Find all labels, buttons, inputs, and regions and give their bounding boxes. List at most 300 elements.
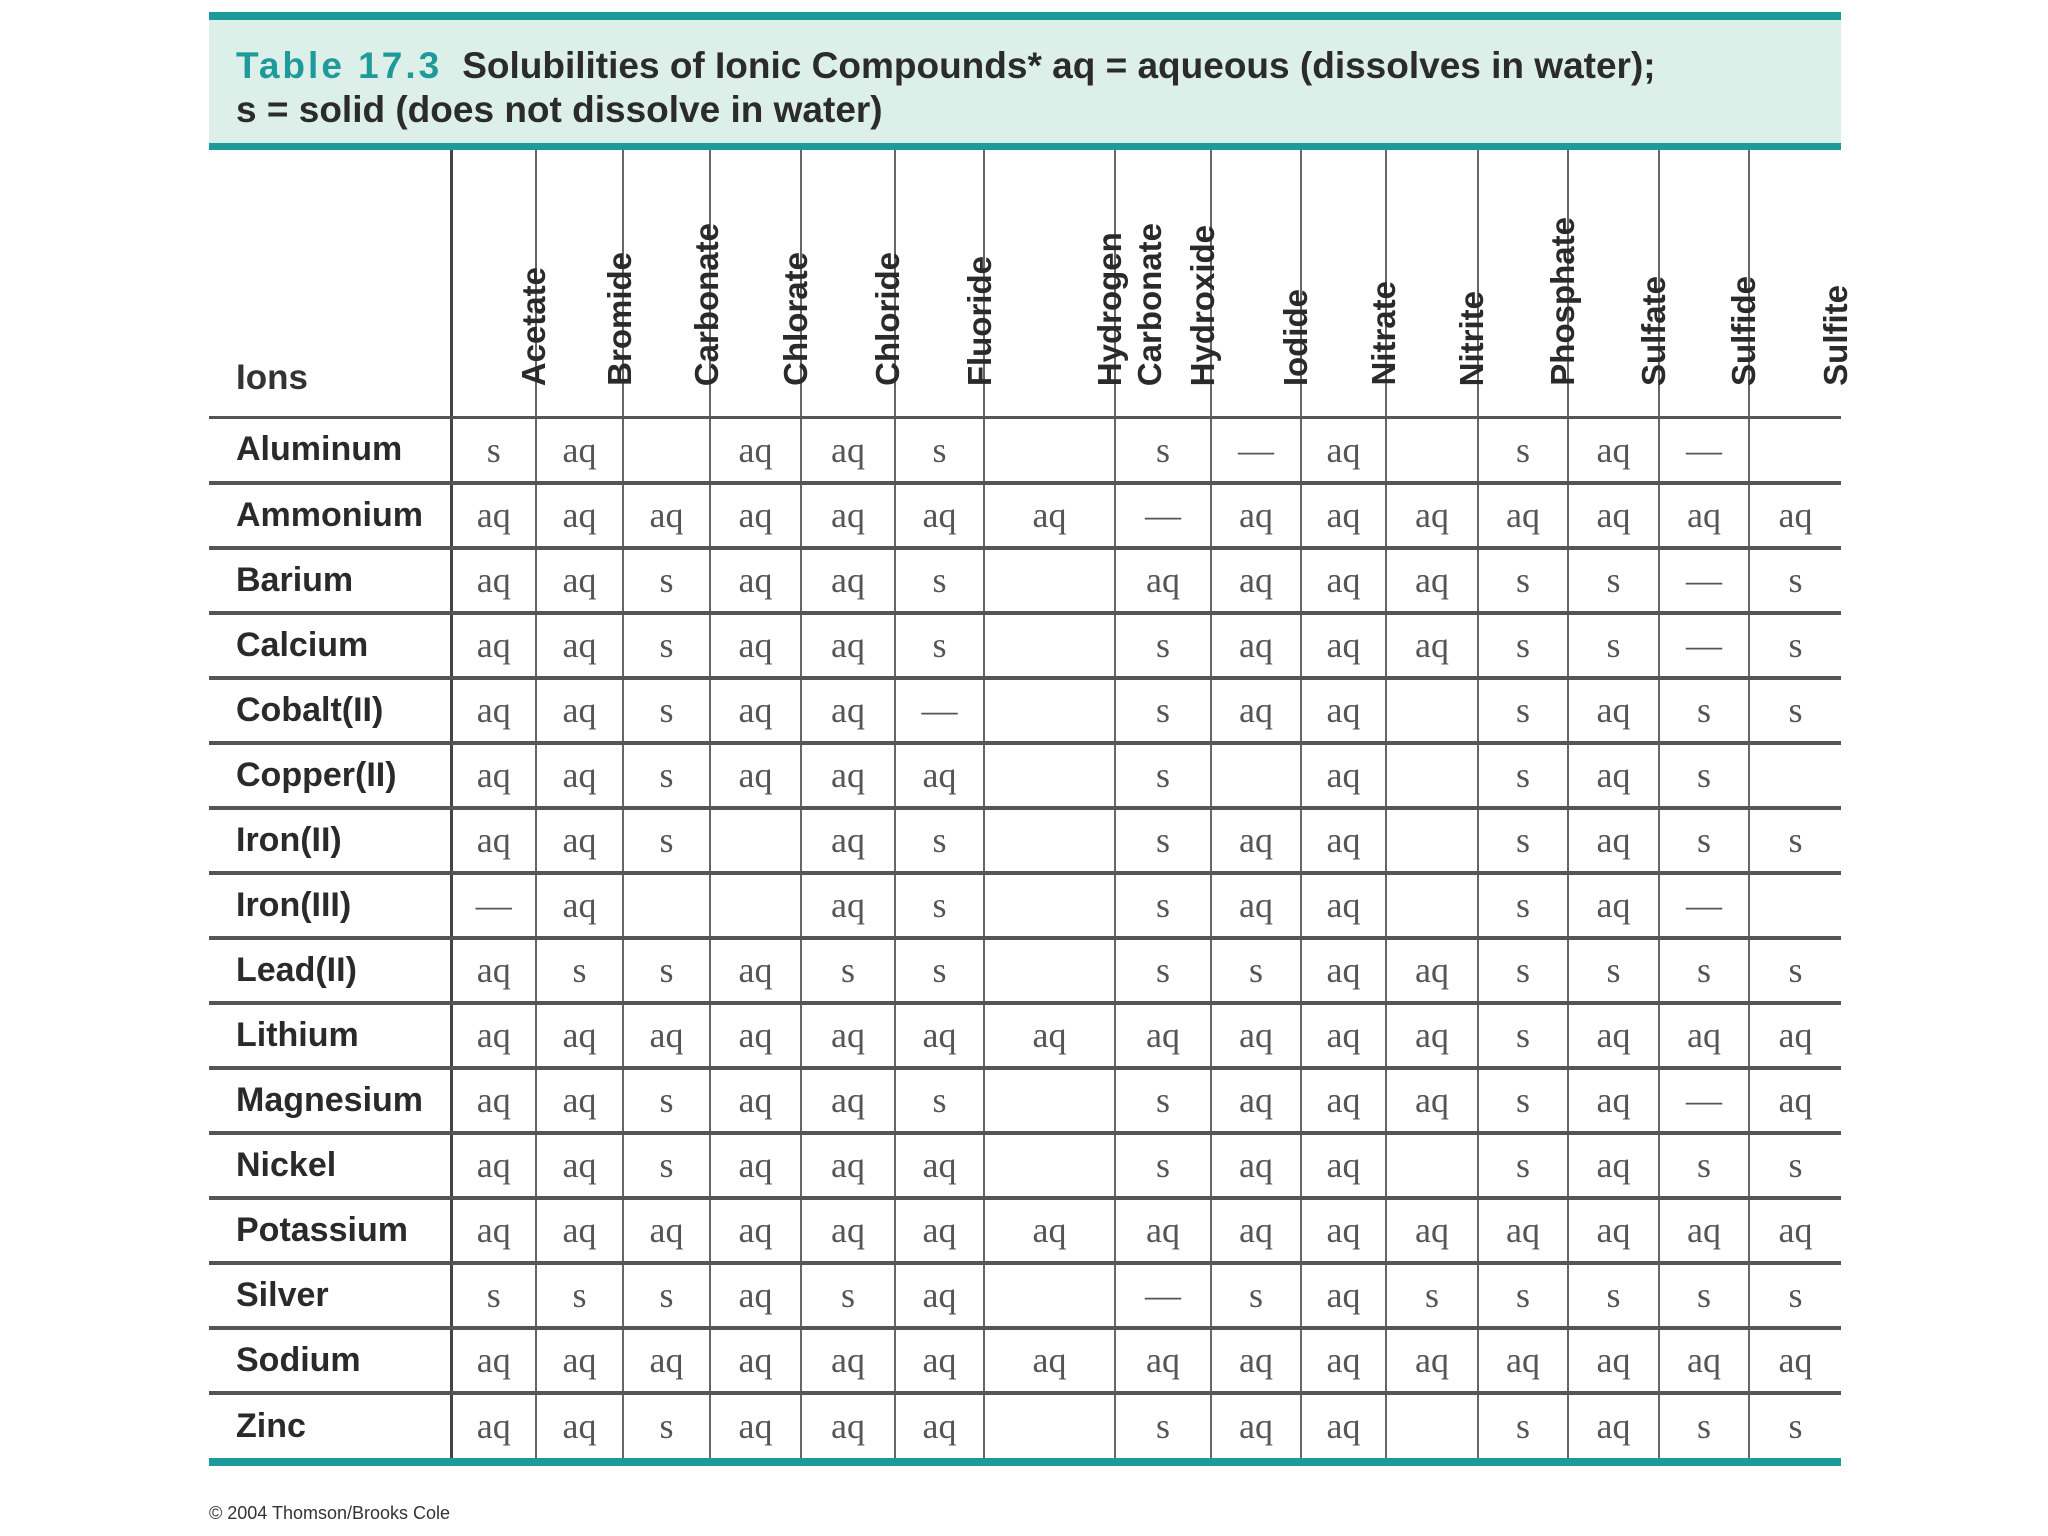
solubility-cell: aq [1386,1198,1478,1263]
solubility-cell [984,1263,1115,1328]
anion-column-header [623,150,725,418]
solubility-cell: aq [1115,1198,1211,1263]
solubility-cell: aq [801,548,895,613]
anion-header-label: Phosphate [1544,217,1581,386]
solubility-cell: aq [895,1198,984,1263]
solubility-cell: aq [1211,613,1301,678]
solubility-cell: s [801,938,895,1003]
solubility-cell [984,808,1115,873]
table-row [209,938,1841,1003]
solubility-cell: aq [536,1068,623,1133]
caption-line-1 [236,44,1841,88]
solubility-cell: aq [536,1393,623,1458]
solubility-cell: aq [451,613,536,678]
cation-label: Lead(II) [209,938,451,1003]
anion-column-header [451,150,552,418]
solubility-cell: aq [1749,1198,1841,1263]
solubility-cell: aq [1211,1068,1301,1133]
solubility-cell: s [1568,938,1659,1003]
solubility-cell: aq [1386,1003,1478,1068]
solubility-cell: aq [710,1198,801,1263]
solubility-cell: aq [1749,1328,1841,1393]
table-number-label: Table 17.3 [236,45,443,86]
solubility-cell: s [1115,678,1211,743]
solubility-cell: s [1386,1263,1478,1328]
solubility-cell: aq [451,743,536,808]
cation-label: Calcium [209,613,451,678]
solubility-cell: aq [710,483,801,548]
solubility-cell: aq [801,1198,895,1263]
solubility-cell: aq [623,1198,710,1263]
solubility-cell: s [1478,743,1568,808]
solubility-cell: s [1659,1133,1749,1198]
solubility-cell: aq [895,1393,984,1458]
anion-header-label: Chlorate [776,252,814,386]
cation-label: Iron(II) [209,808,451,873]
solubility-cell: aq [984,1003,1115,1068]
copyright-notice: © 2004 Thomson/Brooks Cole [209,1503,451,1523]
table-row [209,873,1841,938]
anion-header-label: Chloride [869,252,906,386]
anion-header-label: Bromide [600,252,638,386]
solubility-cell: aq [1301,873,1386,938]
solubility-cell: s [623,1068,710,1133]
solubility-cell: — [451,873,536,938]
solubility-cell: — [1659,873,1749,938]
solubility-cell: aq [451,1133,536,1198]
anion-header-label: Carbonate [687,222,725,386]
solubility-cell: aq [536,483,623,548]
solubility-cell: s [623,808,710,873]
solubility-cell: aq [1211,1328,1301,1393]
solubility-cell: aq [1386,548,1478,613]
solubility-cell: s [895,808,984,873]
solubility-cell: aq [536,743,623,808]
solubility-cell: s [451,1263,536,1328]
table-row [209,1393,1841,1458]
solubility-cell: aq [1301,1133,1386,1198]
solubility-cell: s [895,548,984,613]
solubility-cell [1386,1393,1478,1458]
solubility-cell [1386,418,1478,483]
table-row [209,1003,1841,1068]
solubility-cell: aq [536,1328,623,1393]
solubility-cell [984,938,1115,1003]
solubility-cell: s [1568,1263,1659,1328]
solubility-cell: s [623,613,710,678]
anion-header-label: Fluoride [960,255,998,386]
solubility-cell: aq [1301,548,1386,613]
solubility-cell: aq [710,418,801,483]
ions-column-header: Ions [209,150,451,418]
solubility-cell: s [623,678,710,743]
solubility-cell: aq [1659,483,1749,548]
solubility-cell: aq [536,1198,623,1263]
table-caption [209,20,1841,143]
solubility-cell: aq [1568,873,1659,938]
solubility-cell [1749,418,1841,483]
solubility-cell: aq [536,808,623,873]
solubility-cell: s [1115,938,1211,1003]
solubility-cell: — [1659,548,1749,613]
cation-label: Iron(III) [209,873,451,938]
table-row [209,1263,1841,1328]
solubility-cell: aq [801,418,895,483]
solubility-cell: aq [1386,613,1478,678]
solubility-cell: aq [1301,418,1386,483]
anion-column-header [536,150,638,418]
anion-column-header [1568,150,1672,418]
solubility-cell: s [623,548,710,613]
solubility-cell: aq [1386,938,1478,1003]
solubility-cell: aq [1568,743,1659,808]
solubility-cell: s [1749,613,1841,678]
solubility-cell: aq [1568,678,1659,743]
solubility-cell: s [1115,873,1211,938]
solubility-cell: aq [1659,1328,1749,1393]
solubility-cell: aq [710,613,801,678]
header-rule [209,143,1841,150]
solubility-cell: aq [1211,548,1301,613]
solubility-cell: s [1749,1263,1841,1328]
solubility-cell: — [1115,483,1211,548]
solubility-cell: aq [1211,678,1301,743]
solubility-cell: s [1478,613,1568,678]
solubility-cell: aq [895,743,984,808]
anion-header-label: Sulfite [1816,285,1854,386]
solubility-cell: s [1659,808,1749,873]
solubility-cell: aq [1749,1068,1841,1133]
solubility-cell: aq [1568,808,1659,873]
solubility-cell: aq [1211,1393,1301,1458]
solubility-cell: aq [451,678,536,743]
solubility-cell: aq [1301,613,1386,678]
solubility-cell [1386,808,1478,873]
solubility-cell: s [1115,418,1211,483]
table-body [209,418,1841,1458]
solubility-cell: s [1788,1406,1803,1446]
solubility-cell: s [1478,1003,1568,1068]
anion-header-label: Sulfide [1725,275,1762,386]
cation-label: Ammonium [209,483,451,548]
solubility-cell: aq [710,1263,801,1328]
solubility-cell: aq [895,1263,984,1328]
solubility-cell: s [1478,1068,1568,1133]
anion-column-header [1659,150,1762,418]
table-row [209,483,1841,548]
cation-label: Copper(II) [209,743,451,808]
solubility-cell: s [1568,613,1659,678]
solubility-cell: aq [451,1393,536,1458]
solubility-cell: aq [1301,1263,1386,1328]
solubility-cell [623,418,710,483]
solubility-cell [984,743,1115,808]
table-row [209,548,1841,613]
solubility-cell: s [1115,743,1211,808]
solubility-cell: s [1478,873,1568,938]
solubility-cell: aq [1211,873,1301,938]
solubility-cell: s [1659,1393,1749,1458]
solubility-cell: aq [451,1003,536,1068]
solubility-cell: s [1115,613,1211,678]
solubility-cell: aq [710,938,801,1003]
solubility-cell: s [1749,938,1841,1003]
solubility-cell: aq [451,938,536,1003]
solubility-cell: aq [1386,1328,1478,1393]
solubility-cell: aq [451,1198,536,1263]
top-rule [209,12,1841,20]
solubility-cell: aq [801,743,895,808]
table-row [209,418,1841,483]
solubility-cell: aq [536,548,623,613]
cation-label: Sodium [209,1328,451,1393]
solubility-cell: s [1478,1393,1568,1458]
solubility-table [209,150,1854,1458]
solubility-cell: aq [536,873,623,938]
solubility-cell: s [1659,1263,1749,1328]
solubility-cell [710,873,801,938]
solubility-cell [1386,743,1478,808]
solubility-cell [984,613,1115,678]
solubility-cell: — [895,678,984,743]
solubility-cell: aq [1211,483,1301,548]
solubility-cell: — [1659,613,1749,678]
solubility-cell: aq [1211,1133,1301,1198]
solubility-cell [1386,1133,1478,1198]
cation-label: Nickel [209,1133,451,1198]
solubility-cell: s [1115,1133,1211,1198]
solubility-cell: aq [1115,1328,1211,1393]
solubility-cell: aq [710,548,801,613]
solubility-cell: aq [1659,1198,1749,1263]
table-row [209,1198,1841,1263]
table-row [209,808,1841,873]
solubility-cell: aq [536,418,623,483]
solubility-cell: s [895,938,984,1003]
anion-header-label: Nitrite [1453,290,1490,386]
solubility-cell: s [1478,1263,1568,1328]
caption-title-line-1: Solubilities of Ionic Compounds* aq = aqueous (dissolves in water); [462,45,1656,86]
solubility-cell: s [1749,548,1841,613]
solubility-cell: aq [1568,1198,1659,1263]
cation-label: Cobalt(II) [209,678,451,743]
table-row [209,743,1841,808]
solubility-cell: aq [710,1393,801,1458]
solubility-cell: aq [801,873,895,938]
solubility-cell: aq [801,1068,895,1133]
anion-header-label: Iodide [1277,288,1314,386]
solubility-cell: aq [801,1133,895,1198]
solubility-cell: aq [1568,1328,1659,1393]
solubility-cell [984,548,1115,613]
solubility-cell [984,678,1115,743]
cation-label: Silver [209,1263,451,1328]
solubility-cell: s [1211,1263,1301,1328]
solubility-cell: — [1115,1263,1211,1328]
solubility-cell: aq [1301,808,1386,873]
solubility-cell: aq [895,1328,984,1393]
solubility-cell: s [1115,808,1211,873]
solubility-cell: s [451,418,536,483]
solubility-cell [623,873,710,938]
solubility-cell: aq [1478,1328,1568,1393]
solubility-cell: aq [801,678,895,743]
anion-header-label: Hydrogen Carbonate [1090,222,1168,386]
solubility-cell: aq [1568,1133,1659,1198]
solubility-cell: aq [1301,1328,1386,1393]
solubility-cell [1386,873,1478,938]
bottom-rule [209,1458,1841,1466]
anion-header-label: Sulfate [1634,275,1672,386]
solubility-cell: aq [984,1198,1115,1263]
solubility-cell: s [1478,1133,1568,1198]
solubility-cell: aq [710,743,801,808]
solubility-cell: aq [801,1003,895,1068]
solubility-cell [984,1133,1115,1198]
solubility-cell: s [895,873,984,938]
solubility-cell: s [623,1393,710,1458]
solubility-cell: aq [1211,808,1301,873]
solubility-cell: s [1478,808,1568,873]
solubility-cell: s [623,938,710,1003]
solubility-table-figure [209,12,1854,1466]
anion-column-header [984,150,1168,418]
anion-column-header [1301,150,1402,418]
caption-title-line-2: s = solid (does not dissolve in water) [236,89,883,130]
solubility-cell: aq [1301,1003,1386,1068]
solubility-cell: aq [710,1133,801,1198]
solubility-cell: s [1211,938,1301,1003]
solubility-cell: aq [1386,483,1478,548]
table-row [209,613,1841,678]
solubility-cell: aq [710,678,801,743]
solubility-cell: s [623,743,710,808]
solubility-cell: aq [1478,483,1568,548]
solubility-cell: aq [623,483,710,548]
solubility-cell: s [1659,678,1749,743]
anion-column-header [1211,150,1314,418]
cation-label: Lithium [209,1003,451,1068]
solubility-cell: aq [451,1068,536,1133]
solubility-cell: aq [1568,1393,1659,1458]
solubility-cell: aq [801,808,895,873]
solubility-cell: aq [1568,483,1659,548]
cation-label: Magnesium [209,1068,451,1133]
solubility-cell: s [1749,678,1841,743]
solubility-cell: aq [984,1328,1115,1393]
solubility-cell: aq [536,1133,623,1198]
solubility-cell: aq [1568,418,1659,483]
anion-column-header [1478,150,1581,418]
solubility-cell: aq [1301,743,1386,808]
solubility-cell [1749,743,1841,808]
solubility-cell: — [1659,418,1749,483]
solubility-cell: s [1749,808,1841,873]
table-row [209,1068,1841,1133]
anion-column-header [1749,150,1854,418]
solubility-cell: aq [801,1328,895,1393]
solubility-cell [984,1068,1115,1133]
table-row [209,1133,1841,1198]
solubility-cell: aq [710,1068,801,1133]
solubility-cell: s [536,938,623,1003]
solubility-cell: aq [1115,1003,1211,1068]
solubility-cell: s [1115,1068,1211,1133]
solubility-cell: s [1478,938,1568,1003]
solubility-cell [984,418,1115,483]
solubility-cell: s [1749,1133,1841,1198]
solubility-cell [984,873,1115,938]
solubility-cell: aq [1115,548,1211,613]
solubility-cell: s [1659,938,1749,1003]
anion-column-header [801,150,906,418]
anion-column-header [895,150,998,418]
solubility-cell: aq [623,1003,710,1068]
solubility-cell: aq [895,1133,984,1198]
solubility-cell: s [623,1263,710,1328]
solubility-cell: aq [1386,1068,1478,1133]
solubility-cell: aq [801,613,895,678]
solubility-cell [1211,743,1301,808]
cation-label: Aluminum [209,418,451,483]
solubility-cell: s [801,1263,895,1328]
solubility-cell: aq [1301,1393,1386,1458]
solubility-cell: s [1478,548,1568,613]
solubility-cell: s [895,613,984,678]
solubility-cell: — [1659,1068,1749,1133]
anion-header-row [209,150,1841,418]
solubility-cell: aq [1749,1003,1841,1068]
solubility-cell: s [1478,418,1568,483]
solubility-cell: — [1211,418,1301,483]
table-row [209,678,1841,743]
solubility-cell [710,808,801,873]
solubility-cell: aq [623,1328,710,1393]
solubility-cell: aq [895,1003,984,1068]
solubility-cell: aq [1749,483,1841,548]
solubility-cell: s [1115,1393,1211,1458]
solubility-cell: s [1478,678,1568,743]
solubility-cell: aq [1301,938,1386,1003]
solubility-cell: aq [710,1328,801,1393]
cation-label: Potassium [209,1198,451,1263]
solubility-cell: aq [1301,483,1386,548]
solubility-cell: aq [1659,1003,1749,1068]
solubility-cell: s [1659,743,1749,808]
solubility-cell: aq [710,1003,801,1068]
anion-column-header [710,150,814,418]
solubility-cell: aq [1211,1198,1301,1263]
solubility-cell: aq [1301,678,1386,743]
solubility-cell: s [1568,548,1659,613]
solubility-cell: aq [451,548,536,613]
solubility-cell [1749,873,1841,938]
solubility-cell: s [895,1068,984,1133]
solubility-cell: aq [451,1328,536,1393]
solubility-cell: aq [1301,1198,1386,1263]
solubility-cell: aq [451,808,536,873]
solubility-cell: aq [536,1003,623,1068]
solubility-cell: s [536,1263,623,1328]
table-row [209,1328,1841,1393]
solubility-cell: s [895,418,984,483]
cation-label: Barium [209,548,451,613]
solubility-cell: aq [1211,1003,1301,1068]
solubility-cell: aq [1568,1068,1659,1133]
solubility-cell: aq [451,483,536,548]
solubility-cell: aq [1568,1003,1659,1068]
solubility-cell: aq [1301,1068,1386,1133]
